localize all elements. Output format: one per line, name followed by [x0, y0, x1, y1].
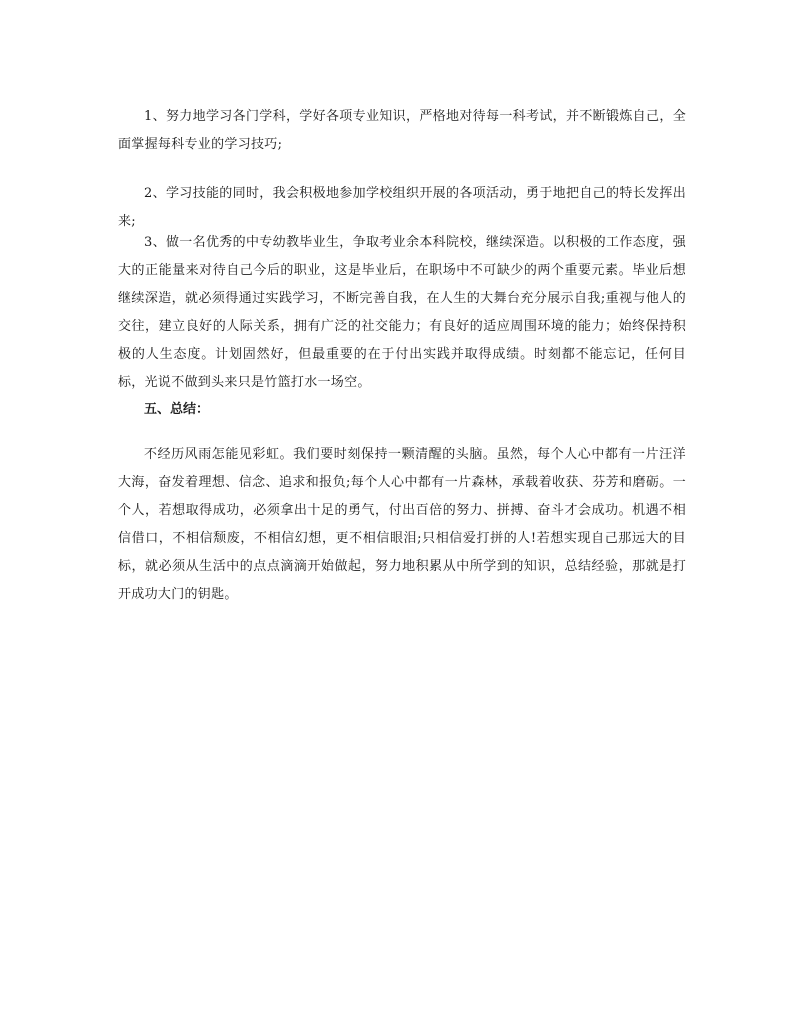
- list-item-3: 3、做一名优秀的中专幼教毕业生，争取考业余本科院校，继续深造。以积极的工作态度，强大的正能量来对待自己今后的职业，这是毕业后，在职场中不可缺少的两个重要元素。毕业后想继续深造，就必须得通过实践学习，不断完善自我，在人生的大舞台充分展示自我;重视与他人的交往，建立良好的人际关系，拥有广泛的社交能力；有良好的适应周围环境的能力；始终保持积极的人生态度。计划固然好，但最重要的在于付出实践并取得成绩。时刻都不能忘记，任何目标，光说不做到头来只是竹篮打水一场空。: [118, 235, 686, 390]
- section-heading: 五、总结：: [144, 402, 210, 417]
- summary-paragraph: 不经历风雨怎能见彩虹。我们要时刻保持一颗清醒的头脑。虽然，每个人心中都有一片汪洋大海，奋发着理想、信念、追求和报负;每个人心中都有一片森林，承载着收获、芬芳和磨砺。一个人，若想取得成功，必须拿出十足的勇气，付出百倍的努力、拼搏、奋斗才会成功。机遇不相信借口，不相信颓废，不相信幻想，更不相信眼泪;只相信爱打拼的人!若想实现自己那远大的目标，就必须从生活中的点点滴滴开始做起，努力地积累从中所学到的知识，总结经验，那就是打开成功大门的钥匙。: [118, 447, 686, 602]
- list-item-1: 1、努力地学习各门学科，学好各项专业知识，严格地对待每一科考试，并不断锻炼自己，全面掌握每科专业的学习技巧;: [118, 109, 686, 152]
- list-item-2: 2、学习技能的同时，我会积极地参加学校组织开展的各项活动，勇于地把自己的特长发挥出来;: [118, 186, 686, 229]
